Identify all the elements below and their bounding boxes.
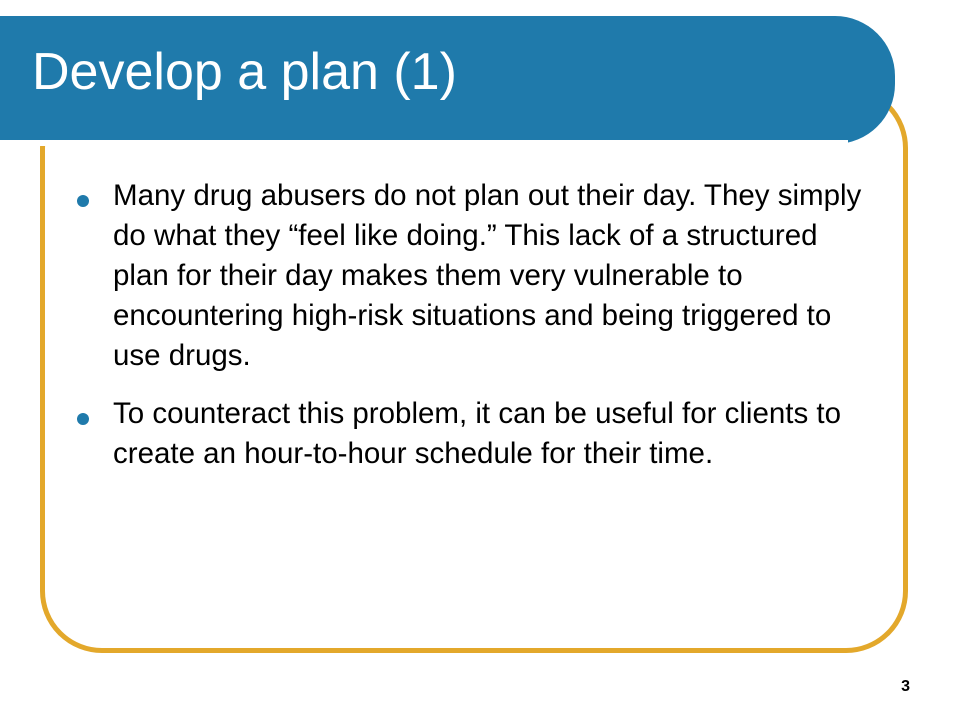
bullet-item bbox=[74, 176, 874, 376]
bullet-dot-icon bbox=[77, 195, 89, 207]
slide-title: Develop a plan (1) bbox=[32, 43, 457, 101]
page-number: 3 bbox=[901, 678, 910, 695]
bullet-dot-icon bbox=[77, 413, 89, 425]
bullet-list bbox=[74, 176, 874, 492]
bullet-text: To counteract this problem, it can be useful for clients to create an hour-to-hour schedule for their time. bbox=[113, 397, 842, 470]
bullet-text: Many drug abusers do not plan out their day. They simply do what they “feel like doing.” This lack of a structured plan for their day makes them very vulnerable to encountering high-risk situations and being triggered to use drugs. bbox=[113, 179, 862, 372]
bullet-item bbox=[74, 394, 874, 474]
title-underline bbox=[0, 140, 848, 146]
